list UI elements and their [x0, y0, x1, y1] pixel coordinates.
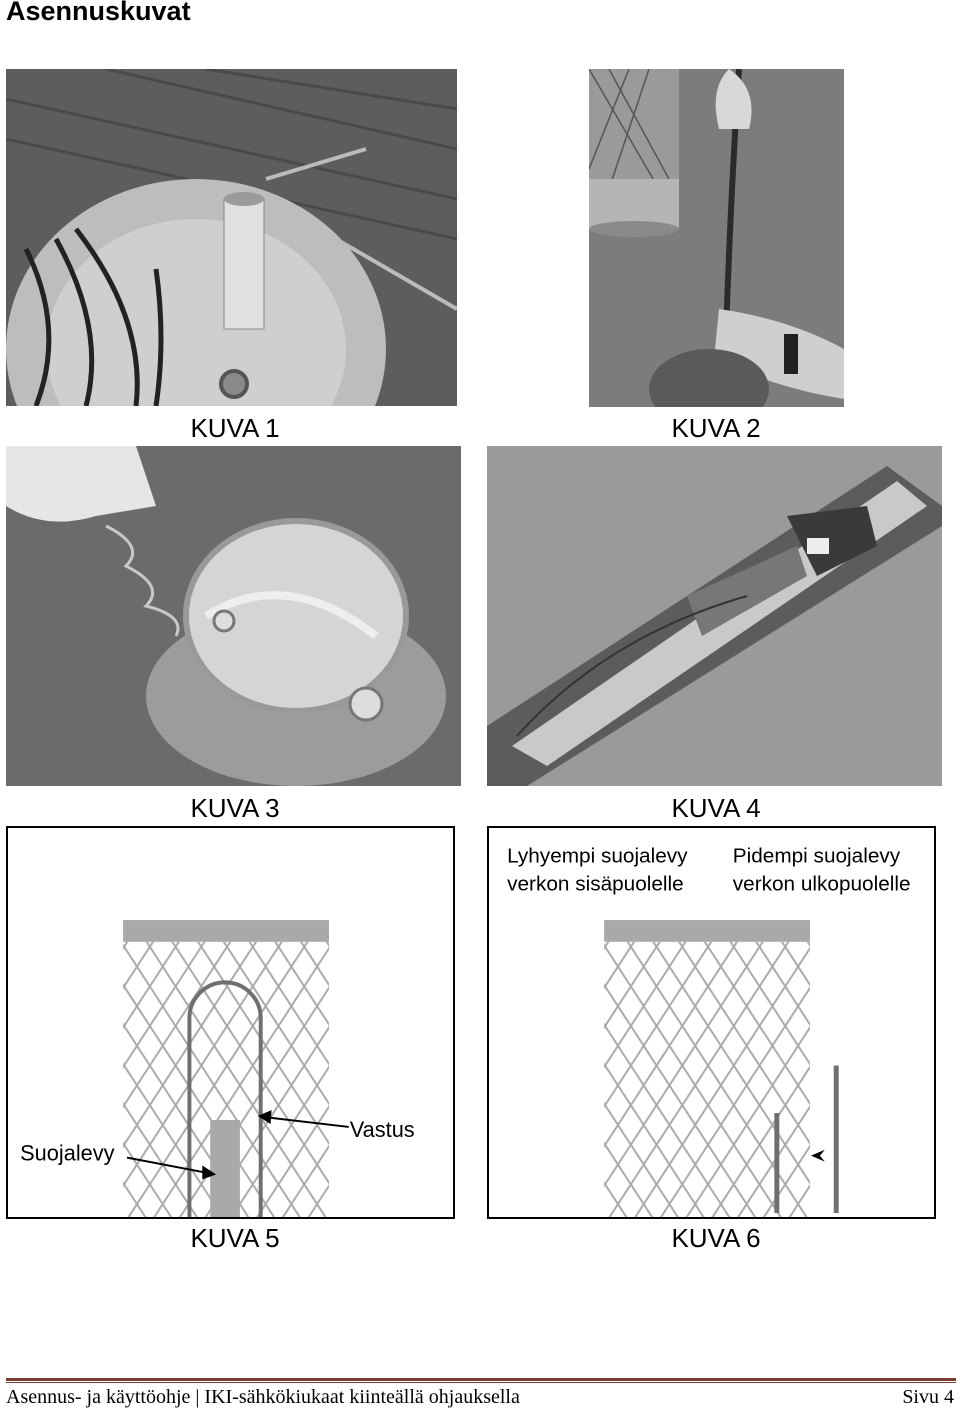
caption-kuva-5: KUVA 5 [190, 1223, 280, 1253]
photo-kuva-1 [6, 69, 457, 406]
arrow-marker [811, 1150, 825, 1162]
label-shorter-line1: Lyhyempi suojalevy [507, 844, 688, 868]
footer-document-title: Asennus- ja käyttöohje | IKI-sähkökiukaat kiinteällä ohjauksella [6, 1386, 520, 1408]
caption-kuva-6: KUVA 6 [671, 1223, 761, 1253]
caption-kuva-4: KUVA 4 [671, 793, 761, 823]
footer-rule-thin [6, 1382, 956, 1383]
caption-kuva-1: KUVA 1 [190, 413, 280, 443]
label-longer-line1: Pidempi suojalevy [732, 844, 901, 868]
mesh-top-bar [604, 920, 810, 942]
label-suojalevy: Suojalevy [20, 1140, 115, 1166]
caption-kuva-2: KUVA 2 [671, 413, 761, 443]
caption-kuva-3: KUVA 3 [190, 793, 280, 823]
label-longer-line2: verkon ulkopuolelle [732, 872, 911, 896]
diagram-kuva-5 [6, 826, 455, 1219]
diagram-kuva-6 [487, 826, 936, 1219]
mesh-top-bar [123, 920, 329, 942]
photo-kuva-4 [487, 446, 942, 786]
label-shorter-line2: verkon sisäpuolelle [507, 872, 684, 896]
shorter-shield [774, 1113, 779, 1213]
footer-page-number: Sivu 4 [902, 1386, 954, 1408]
photo-kuva-2 [589, 69, 844, 407]
photo-kuva-3 [6, 446, 461, 786]
shield-plate [210, 1120, 240, 1217]
page-title: Asennuskuvat [6, 0, 191, 26]
label-vastus: Vastus [349, 1116, 415, 1142]
footer-rule [6, 1378, 956, 1381]
longer-shield [834, 1066, 839, 1213]
